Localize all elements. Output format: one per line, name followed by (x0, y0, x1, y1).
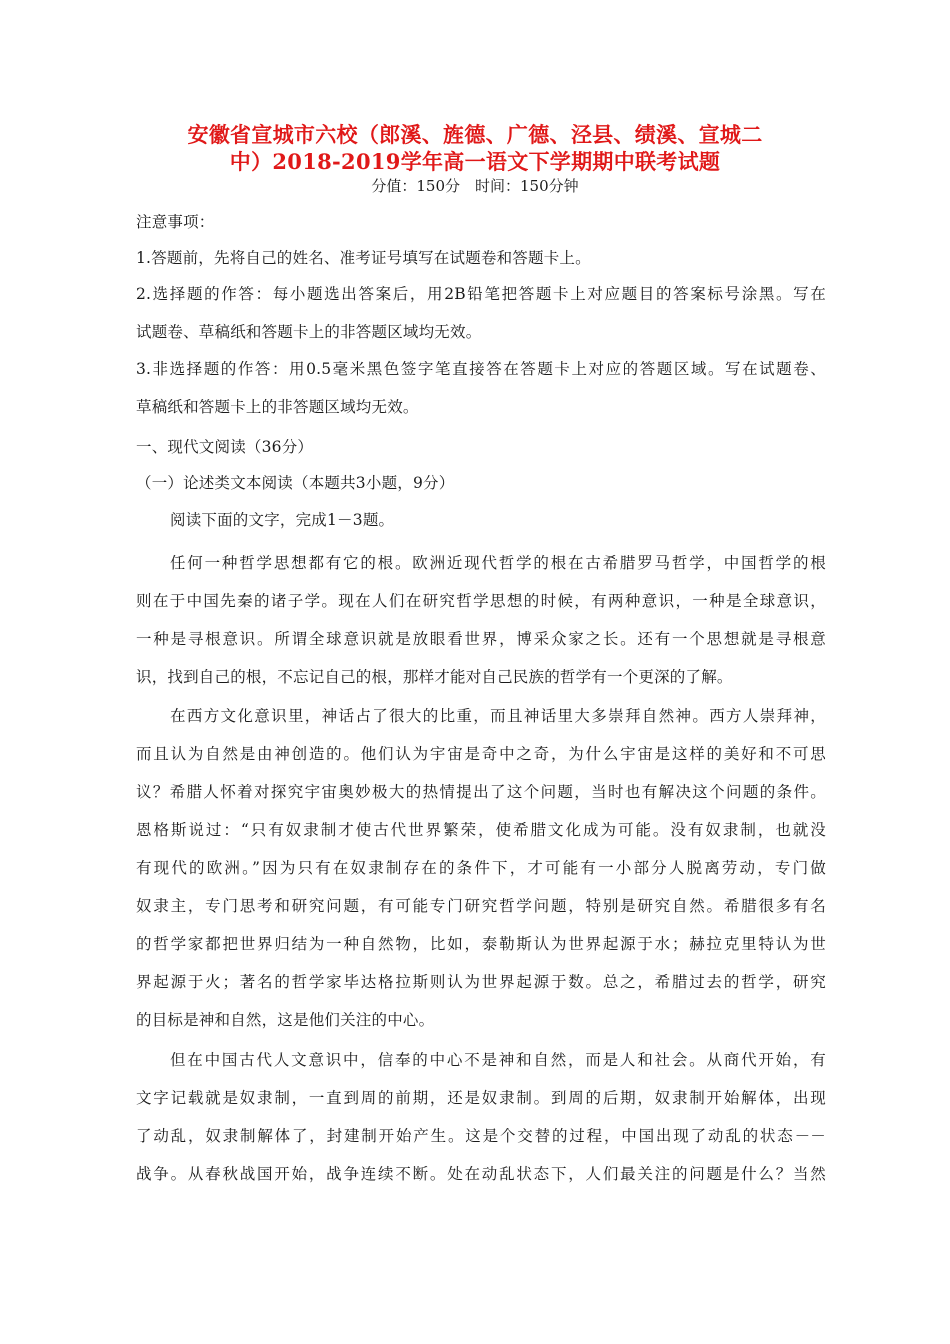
document-title-line-1: 安徽省宣城市六校（郎溪、旌德、广德、泾县、绩溪、宣城二 (187, 122, 763, 147)
notice-item-3-line-1: 3.非选择题的作答：用0.5毫米黑色签字笔直接答在答题卡上对应的答题区域。写在试题卷、 (136, 360, 826, 378)
paragraph-1-line: 则在于中国先秦的诸子学。现在人们在研究哲学思想的时候，有两种意识，一种是全球意识， (136, 592, 826, 610)
paragraph-1-line: 任何一种哲学思想都有它的根。欧洲近现代哲学的根在古希腊罗马哲学，中国哲学的根 (170, 554, 826, 572)
paragraph-2-line: 在西方文化意识里，神话占了很大的比重，而且神话里大多崇拜自然神。西方人崇拜神， (170, 707, 826, 725)
paragraph-2-line: 议？希腊人怀着对探究宇宙奥妙极大的热情提出了这个问题，当时也有解决这个问题的条件。 (136, 783, 826, 801)
notice-item-3-line-2: 草稿纸和答题卡上的非答题区域均无效。 (136, 398, 419, 416)
section-heading: 一、现代文阅读（36分） (136, 438, 314, 456)
notice-heading: 注意事项： (136, 213, 215, 231)
document-title-line-2: 中）2018-2019学年高一语文下学期期中联考试题 (229, 149, 721, 174)
notice-item-1: 1.答题前，先将自己的姓名、准考证号填写在试题卷和答题卡上。 (136, 249, 591, 267)
paragraph-2-line: 界起源于火；著名的哲学家毕达格拉斯则认为世界起源于数。总之，希腊过去的哲学，研究 (136, 973, 826, 991)
paragraph-1-line: 一种是寻根意识。所谓全球意识就是放眼看世界，博采众家之长。还有一个思想就是寻根意 (136, 630, 826, 648)
subsection-heading: （一）论述类文本阅读（本题共3小题，9分） (136, 474, 455, 492)
reading-instruction: 阅读下面的文字，完成1－3题。 (170, 511, 395, 529)
score-time-info: 分值：150分 时间：150分钟 (371, 177, 579, 195)
paragraph-1-line: 识，找到自己的根，不忘记自己的根，那样才能对自己民族的哲学有一个更深的了解。 (136, 668, 733, 686)
paragraph-2-line: 有现代的欧洲。”因为只有在奴隶制存在的条件下，才可能有一小部分人脱离劳动，专门做 (136, 859, 826, 877)
paragraph-3-line: 战争。从春秋战国开始，战争连续不断。处在动乱状态下，人们最关注的问题是什么？当然 (136, 1165, 826, 1183)
paragraph-3-line: 了动乱，奴隶制解体了，封建制开始产生。这是个交替的过程，中国出现了动乱的状态－－ (136, 1127, 826, 1145)
paragraph-2-line: 奴隶主，专门思考和研究问题，有可能专门研究哲学问题，特别是研究自然。希腊很多有名 (136, 897, 826, 915)
paragraph-2-line: 的目标是神和自然，这是他们关注的中心。 (136, 1011, 435, 1029)
paragraph-3-line: 但在中国古代人文意识中，信奉的中心不是神和自然，而是人和社会。从商代开始，有 (170, 1051, 826, 1069)
paragraph-2-line: 恩格斯说过：“只有奴隶制才使古代世界繁荣，使希腊文化成为可能。没有奴隶制，也就没 (136, 821, 826, 839)
notice-item-2-line-1: 2.选择题的作答：每小题选出答案后，用2B铅笔把答题卡上对应题目的答案标号涂黑。写在 (136, 285, 826, 303)
paragraph-2-line: 的哲学家都把世界归结为一种自然物，比如，泰勒斯认为世界起源于水；赫拉克里特认为世 (136, 935, 826, 953)
paragraph-3-line: 文字记载就是奴隶制，一直到周的前期，还是奴隶制。到周的后期，奴隶制开始解体，出现 (136, 1089, 826, 1107)
notice-item-2-line-2: 试题卷、草稿纸和答题卡上的非答题区域均无效。 (136, 323, 482, 341)
paragraph-2-line: 而且认为自然是由神创造的。他们认为宇宙是奇中之奇，为什么宇宙是这样的美好和不可思 (136, 745, 826, 763)
